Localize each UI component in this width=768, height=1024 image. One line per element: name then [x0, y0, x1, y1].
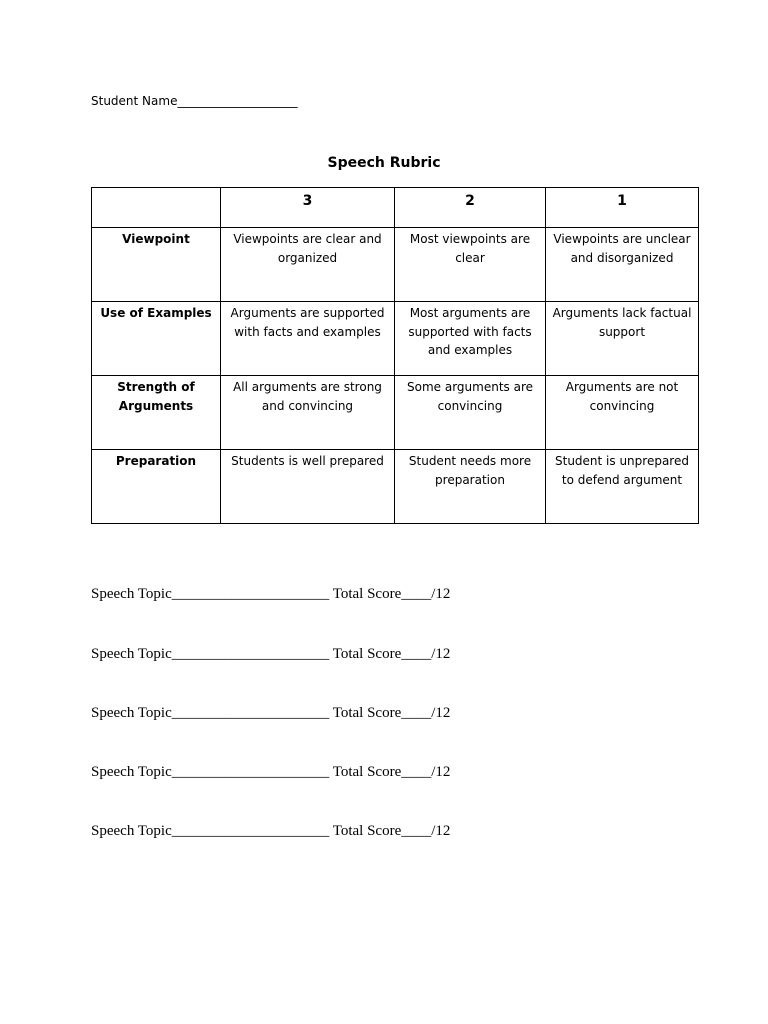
rubric-cell: Arguments lack factual support	[546, 302, 699, 376]
speech-topic-blank[interactable]: _____________________	[171, 586, 330, 602]
rubric-row-preparation	[92, 450, 699, 524]
criterion-cell: Strength of Arguments	[92, 376, 221, 450]
criterion-cell: Preparation	[92, 450, 221, 524]
total-score-max: /12	[431, 764, 451, 780]
student-name-field[interactable]	[91, 94, 297, 108]
rubric-cell: Students is well prepared	[221, 450, 395, 524]
speech-topic-label: Speech Topic	[91, 586, 172, 602]
total-score-label: Total Score	[332, 823, 402, 839]
rubric-cell: Arguments are not convincing	[546, 376, 699, 450]
score-line	[91, 586, 450, 603]
score-line	[91, 705, 450, 722]
header-cell-blank	[92, 188, 221, 228]
rubric-row-strength-of-arguments	[92, 376, 699, 450]
total-score-blank[interactable]: ____	[401, 705, 432, 721]
rubric-cell: Some arguments are convincing	[395, 376, 546, 450]
total-score-max: /12	[431, 705, 451, 721]
rubric-cell: Student is unprepared to defend argument	[546, 450, 699, 524]
criterion-cell: Viewpoint	[92, 228, 221, 302]
score-line	[91, 646, 450, 663]
total-score-label: Total Score	[332, 646, 402, 662]
rubric-cell: Most arguments are supported with facts and examples	[395, 302, 546, 376]
total-score-max: /12	[431, 823, 451, 839]
total-score-blank[interactable]: ____	[401, 764, 432, 780]
speech-topic-label: Speech Topic	[91, 764, 172, 780]
speech-topic-label: Speech Topic	[91, 646, 172, 662]
speech-topic-blank[interactable]: _____________________	[171, 764, 330, 780]
rubric-cell: Viewpoints are clear and organized	[221, 228, 395, 302]
rubric-cell: Arguments are supported with facts and examples	[221, 302, 395, 376]
total-score-max: /12	[431, 646, 451, 662]
speech-topic-blank[interactable]: _____________________	[171, 823, 330, 839]
rubric-table	[91, 187, 699, 524]
score-line	[91, 823, 450, 840]
total-score-blank[interactable]: ____	[401, 586, 432, 602]
student-name-label: Student Name	[91, 94, 178, 108]
rubric-cell: Most viewpoints are clear	[395, 228, 546, 302]
speech-topic-blank[interactable]: _____________________	[171, 705, 330, 721]
rubric-cell: All arguments are strong and convincing	[221, 376, 395, 450]
rubric-row-use-of-examples	[92, 302, 699, 376]
rubric-cell: Student needs more preparation	[395, 450, 546, 524]
total-score-label: Total Score	[332, 705, 402, 721]
student-name-blank[interactable]: ____________________	[177, 94, 298, 108]
total-score-label: Total Score	[332, 586, 402, 602]
rubric-header-row	[92, 188, 699, 228]
header-cell-score-1: 1	[546, 188, 699, 228]
total-score-label: Total Score	[332, 764, 402, 780]
rubric-title: Speech Rubric	[327, 155, 441, 171]
total-score-blank[interactable]: ____	[401, 823, 432, 839]
total-score-max: /12	[431, 586, 451, 602]
header-cell-score-2: 2	[395, 188, 546, 228]
total-score-blank[interactable]: ____	[401, 646, 432, 662]
speech-topic-blank[interactable]: _____________________	[171, 646, 330, 662]
speech-topic-label: Speech Topic	[91, 705, 172, 721]
rubric-row-viewpoint	[92, 228, 699, 302]
score-line	[91, 764, 450, 781]
rubric-cell: Viewpoints are unclear and disorganized	[546, 228, 699, 302]
header-cell-score-3: 3	[221, 188, 395, 228]
speech-topic-label: Speech Topic	[91, 823, 172, 839]
criterion-cell: Use of Examples	[92, 302, 221, 376]
